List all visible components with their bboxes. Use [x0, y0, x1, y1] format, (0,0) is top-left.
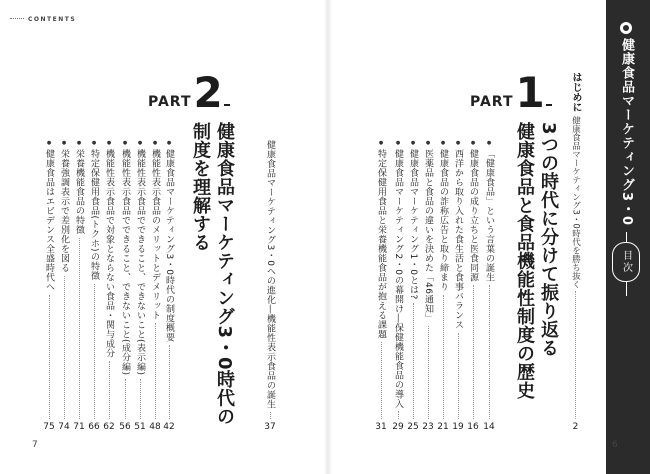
part2-item[interactable]	[118, 140, 132, 432]
part1-label: PART	[470, 94, 514, 110]
part2-title[interactable]	[188, 122, 236, 426]
contents-label: CONTENTS	[28, 16, 77, 23]
bullet-dot-icon: ●	[425, 140, 431, 146]
part1-item[interactable]	[421, 140, 435, 432]
part1-item[interactable]	[391, 140, 405, 432]
part2-item-text: 健康食品マーケティング3・0時代の制度概要	[164, 149, 174, 342]
bullet-dot-icon: ●	[106, 140, 112, 146]
page-number-left: 7	[32, 440, 38, 450]
part1-item-text: 健康食品の成り立ちと医食同源	[468, 149, 478, 282]
part2-item-text: 機能性表示食品でできること、できないこと(表示編)	[135, 149, 145, 376]
bullet-dot-icon: ●	[470, 140, 476, 146]
part2-item-page: 62	[103, 422, 115, 432]
part2-item-page: 75	[43, 422, 55, 432]
book-gutter	[324, 0, 332, 474]
part2-title-line-1: 健康食品マーケティング3・0時代の	[214, 122, 235, 426]
bullet-dot-icon: ●	[166, 140, 172, 146]
part2-dash	[224, 104, 230, 106]
bullet-dot-icon: ●	[455, 140, 461, 146]
part1-dash	[546, 104, 552, 106]
part1-number: 1	[515, 68, 545, 117]
leader-dots	[155, 323, 156, 419]
part1-item[interactable]	[374, 140, 388, 432]
part2-chapter-text: 健康食品マーケティング3・0への進化―機能性表示食品の誕生	[265, 140, 275, 409]
bullet-dot-icon: ●	[137, 140, 143, 146]
bullet-dot-icon: ●	[91, 140, 97, 146]
intro-label: はじめに	[570, 72, 581, 112]
intro-subtitle: 健康食品マーケティング3・0時代を勝ち抜く	[570, 116, 581, 289]
bullet-dot-icon: ●	[76, 140, 82, 146]
part2-item-text: 特定保健用食品(トクホ)の特徴	[89, 149, 99, 281]
side-divider	[626, 232, 627, 242]
bullet-dot-icon: ●	[378, 140, 384, 146]
part2-label: PART	[148, 94, 192, 110]
part1-title-line-1: 3つの時代に分けて振り返る	[538, 122, 559, 358]
leader-dots	[125, 379, 126, 419]
bullet-dot-icon: ●	[486, 140, 492, 146]
part2-item-page: 42	[163, 422, 175, 432]
part2-item[interactable]	[102, 140, 116, 432]
leader-dots	[575, 291, 576, 419]
part2-item[interactable]	[162, 140, 176, 432]
part2-item-page: 71	[73, 422, 85, 432]
leader-dots	[49, 295, 50, 420]
leader-dots	[140, 379, 141, 419]
leader-dots	[169, 345, 170, 419]
leader-dots	[94, 284, 95, 419]
part2-item-text: 栄養強調表示で差別化を図る	[59, 149, 69, 273]
intro-page: 2	[572, 422, 579, 432]
part1-title-line-2: 健康食品と食品機能性制度の歴史	[514, 122, 535, 400]
part1-item-page: 23	[422, 422, 434, 432]
part1-item[interactable]	[406, 140, 420, 432]
leader-dots	[109, 361, 110, 419]
part1-item-text: 健康食品マーケティング1・0とは?	[408, 149, 418, 300]
part1-item[interactable]	[451, 140, 465, 432]
bullet-dot-icon: ●	[122, 140, 128, 146]
part1-item-page: 25	[407, 422, 419, 432]
part1-item-page: 14	[483, 422, 495, 432]
part2-item[interactable]	[72, 140, 86, 432]
leader-dots	[443, 295, 444, 420]
part2-item[interactable]	[87, 140, 101, 432]
part1-item[interactable]	[436, 140, 450, 432]
contents-dotted-rule	[10, 18, 24, 19]
page-number-right: 6	[612, 440, 618, 450]
part2-item-page: 56	[119, 422, 131, 432]
part2-item[interactable]	[42, 140, 56, 432]
leader-dots	[473, 285, 474, 419]
bullet-circle-icon	[620, 22, 632, 34]
side-divider-lower	[626, 282, 627, 296]
part1-item-text: 健康食品の詐称広告と取り締まり	[438, 149, 448, 292]
part1-item-page: 29	[392, 422, 404, 432]
part2-item-page: 74	[58, 422, 70, 432]
part2-item-page: 51	[134, 422, 146, 432]
toc-badge: 目次	[612, 242, 640, 282]
part1-item-text: 特定保健用食品と栄養機能食品が抱える課題	[376, 149, 386, 339]
part1-item-page: 31	[375, 422, 387, 432]
part2-item-text: 機能性表示食品でできること、できないこと(成分編)	[120, 149, 130, 376]
intro-entry[interactable]	[568, 72, 583, 432]
bullet-dot-icon: ●	[410, 140, 416, 146]
bullet-dot-icon: ●	[440, 140, 446, 146]
book-title-vertical: 健康食品マーケティング3・0	[619, 38, 634, 227]
bullet-dot-icon: ●	[61, 140, 67, 146]
bullet-dot-icon: ●	[395, 140, 401, 146]
part1-item-text: 西洋から取り入れた食生活と食事バランス	[453, 149, 463, 330]
part1-item-page: 21	[437, 422, 449, 432]
part2-item-page: 48	[149, 422, 161, 432]
leader-dots	[64, 276, 65, 420]
part2-item-text: 機能性表示食品のメリットとデメリット	[150, 149, 160, 320]
part2-item[interactable]	[57, 140, 71, 432]
part2-item-text: 健康食品はエビデンス全盛時代へ	[44, 149, 54, 292]
part2-item-text: 栄養機能食品の特徴	[74, 149, 84, 235]
part2-item-page: 66	[88, 422, 100, 432]
part2-title-line-2: 制度を理解する	[190, 122, 211, 252]
leader-dots	[381, 342, 382, 419]
part2-chapter-entry[interactable]	[262, 140, 278, 432]
bullet-dot-icon: ●	[152, 140, 158, 146]
part1-item[interactable]	[466, 140, 480, 432]
part2-item[interactable]	[148, 140, 162, 432]
part2-chapter-page: 37	[264, 422, 276, 432]
part1-item-text: 「健康食品」という言葉の誕生	[484, 149, 494, 282]
leader-dots	[428, 326, 429, 419]
part2-number: 2	[193, 68, 223, 117]
part2-item[interactable]	[133, 140, 147, 432]
bullet-dot-icon: ●	[46, 140, 52, 146]
part1-item-text: 医薬品と食品の違いを決めた「46通知」	[423, 149, 433, 323]
leader-dots	[398, 411, 399, 419]
part1-title[interactable]	[512, 122, 560, 400]
part1-item-page: 16	[467, 422, 479, 432]
part1-item[interactable]	[482, 140, 496, 432]
part1-heading	[470, 68, 552, 117]
part1-item-text: 健康食品マーケティング2・0の幕開け―保健機能食品の導入	[393, 149, 403, 409]
part2-heading	[148, 68, 230, 117]
leader-dots	[270, 412, 271, 419]
leader-dots	[458, 333, 459, 420]
leader-dots	[489, 285, 490, 419]
part2-item-text: 機能性表示食品で対象とならない食品・関与成分	[104, 149, 114, 358]
leader-dots	[413, 303, 414, 419]
part1-item-page: 19	[452, 422, 464, 432]
leader-dots	[79, 238, 80, 420]
